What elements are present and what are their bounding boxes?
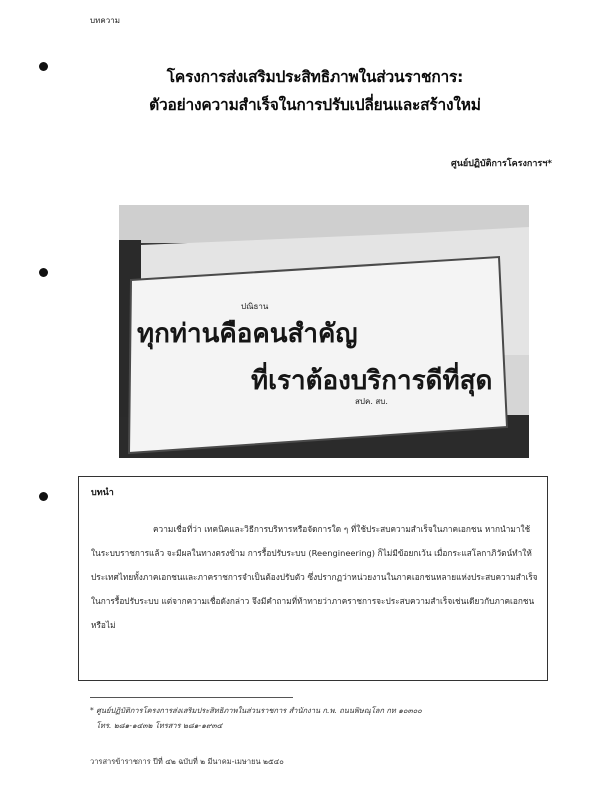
punch-hole-icon [39, 492, 48, 501]
journal-footer: วารสารข้าราชการ ปีที่ ๔๒ ฉบับที่ ๒ มีนาคม-เมษายน ๒๕๔๐ [90, 757, 284, 766]
introduction-text: ความเชื่อที่ว่า เทคนิคและวิธีการบริหารหรือจัดการใด ๆ ที่ใช้ประสบความสำเร็จในภาคเอกชน หากนำมาใช้ในระบบราชการแล้ว จะมีผลในทางตรงข้าม การรื้อปรับระบบ (Reengineering) ก็ไม่มีข้อยกเว้น เมื่อกระแสโลกาภิวัตน์ทำให้ประเทศไทยทั้งภาคเอกชนและภาคราชการจำเป็นต้องปรับตัว ซึ่งปรากฏว่าหน่วยงานในภาคเอกชนหลายแห่งประสบความสำเร็จในการรื้อปรับระบบ แต่จากความเชื่อดังกล่าว จึงมีคำถามที่ท้าทายว่าภาคราชการจะประสบความสำเร็จเช่นเดียวกับภาคเอกชน หรือไม่ [91, 524, 538, 630]
footnote-line1: * ศูนย์ปฏิบัติการโครงการส่งเสริมประสิทธิภาพในส่วนราชการ สำนักงาน ก.พ. ถนนพิษณุโลก กท ๑๐๓๐๐ [90, 706, 422, 715]
introduction-box [78, 476, 548, 681]
article-title-line2: ตัวอย่างความสำเร็จในการปรับเปลี่ยนและสร้างใหม่ [149, 96, 481, 114]
sign-text-line2: ที่เราต้องบริการดีที่สุด [251, 366, 493, 396]
footnote-divider [90, 697, 293, 698]
introduction-paragraph [91, 517, 539, 637]
introduction-heading: บทนำ [91, 488, 114, 498]
section-label: บทความ [90, 16, 120, 25]
sign-text-line1: ทุกท่านคือคนสำคัญ [137, 319, 358, 349]
article-photo [119, 205, 529, 458]
footnote [90, 703, 530, 733]
sign-signature: สปค. สบ. [355, 397, 388, 406]
sign-small-heading: ปณิธาน [241, 302, 269, 311]
punch-hole-icon [39, 62, 48, 71]
punch-hole-icon [39, 268, 48, 277]
article-title-line1: โครงการส่งเสริมประสิทธิภาพในส่วนราชการ: [166, 68, 464, 86]
author-byline: ศูนย์ปฏิบัติการโครงการฯ* [451, 159, 552, 169]
footnote-line2: โทร. ๒๘๑-๑๔๓๒ โทรสาร ๒๘๑-๑๙๓๔ [96, 721, 223, 730]
